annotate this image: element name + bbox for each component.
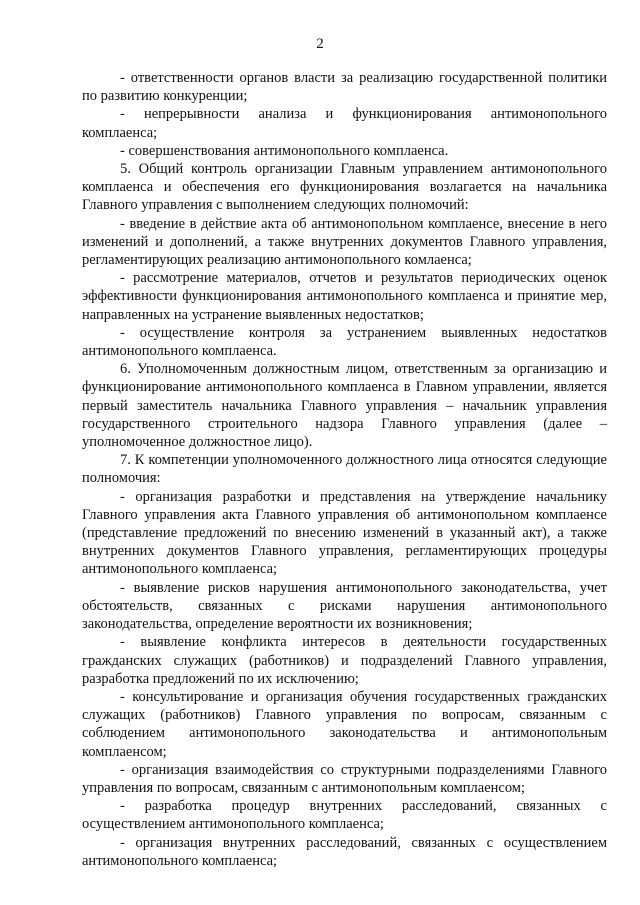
paragraph: - введение в действие акта об антимонопольном комплаенсе, внесение в него изменений и дополнений, а также внутренних документов Главного управления, регламентирующих реализацию антимонопольного комлаенса; bbox=[82, 215, 607, 269]
paragraph: - организация разработки и представления на утверждение начальнику Главного управления акта Главного управления об антимонопольном комплаенсе (представление предложений по внесению изменений в указанный акт), а также внутренних документов Главного управления, регламентирующих процедуры антимонопольного комплаенса; bbox=[82, 488, 607, 578]
paragraph: - организация внутренних расследований, связанных с осуществлением антимонопольного комплаенса; bbox=[82, 834, 607, 869]
paragraph: - консультирование и организация обучения государственных гражданских служащих (работников) Главного управления по вопросам, связанным с соблюдением антимонопольного законодательства и антимонопольным комплаенсом; bbox=[82, 688, 607, 760]
paragraph: 5. Общий контроль организации Главным управлением антимонопольного комплаенса и обеспечения его функционирования возлагается на начальника Главного управления с выполнением следующих полномочий: bbox=[82, 161, 607, 214]
paragraph: - выявление рисков нарушения антимонопольного законодательства, учет обстоятельств, связанных с рисками нарушения антимонопольного законодательства, определение вероятности их возникновения; bbox=[82, 579, 607, 633]
paragraph: - осуществление контроля за устранением выявленных недостатков антимонопольного комплаенса. bbox=[82, 324, 607, 360]
paragraph: - выявление конфликта интересов в деятельности государственных гражданских служащих (работников) и подразделений Главного управления, разработка предложений по их исключению; bbox=[82, 634, 607, 687]
page-number: 2 bbox=[316, 36, 324, 52]
paragraph: - совершенствования антимонопольного комплаенса. bbox=[120, 142, 449, 159]
paragraph: - ответственности органов власти за реализацию государственной политики по развитию конкуренции; bbox=[82, 70, 607, 105]
paragraph: 7. К компетенции уполномоченного должностного лица относятся следующие полномочия: bbox=[82, 452, 607, 487]
paragraph: - организация взаимодействия со структурными подразделениями Главного управления по вопросам, связанным с антимонопольным комплаенсом; bbox=[82, 761, 607, 796]
document-body bbox=[82, 69, 607, 870]
paragraph: - рассмотрение материалов, отчетов и результатов периодических оценок эффективности функционирования антимонопольного комплаенса и принятие мер, направленных на устранение выявленных недостатков; bbox=[82, 270, 607, 323]
paragraph: - непрерывности анализа и функционирования антимонопольного комплаенса; bbox=[82, 106, 607, 141]
paragraph: - разработка процедур внутренних расследований, связанных с осуществлением антимонопольного комплаенса; bbox=[82, 798, 607, 833]
paragraph: 6. Уполномоченным должностным лицом, ответственным за организацию и функционирование антимонопольного комплаенса в Главном управлении, является первый заместитель начальника Главного управления – начальник управления государственного строительного надзора Главного управления (далее – уполномоченное должностное лицо). bbox=[82, 361, 607, 451]
